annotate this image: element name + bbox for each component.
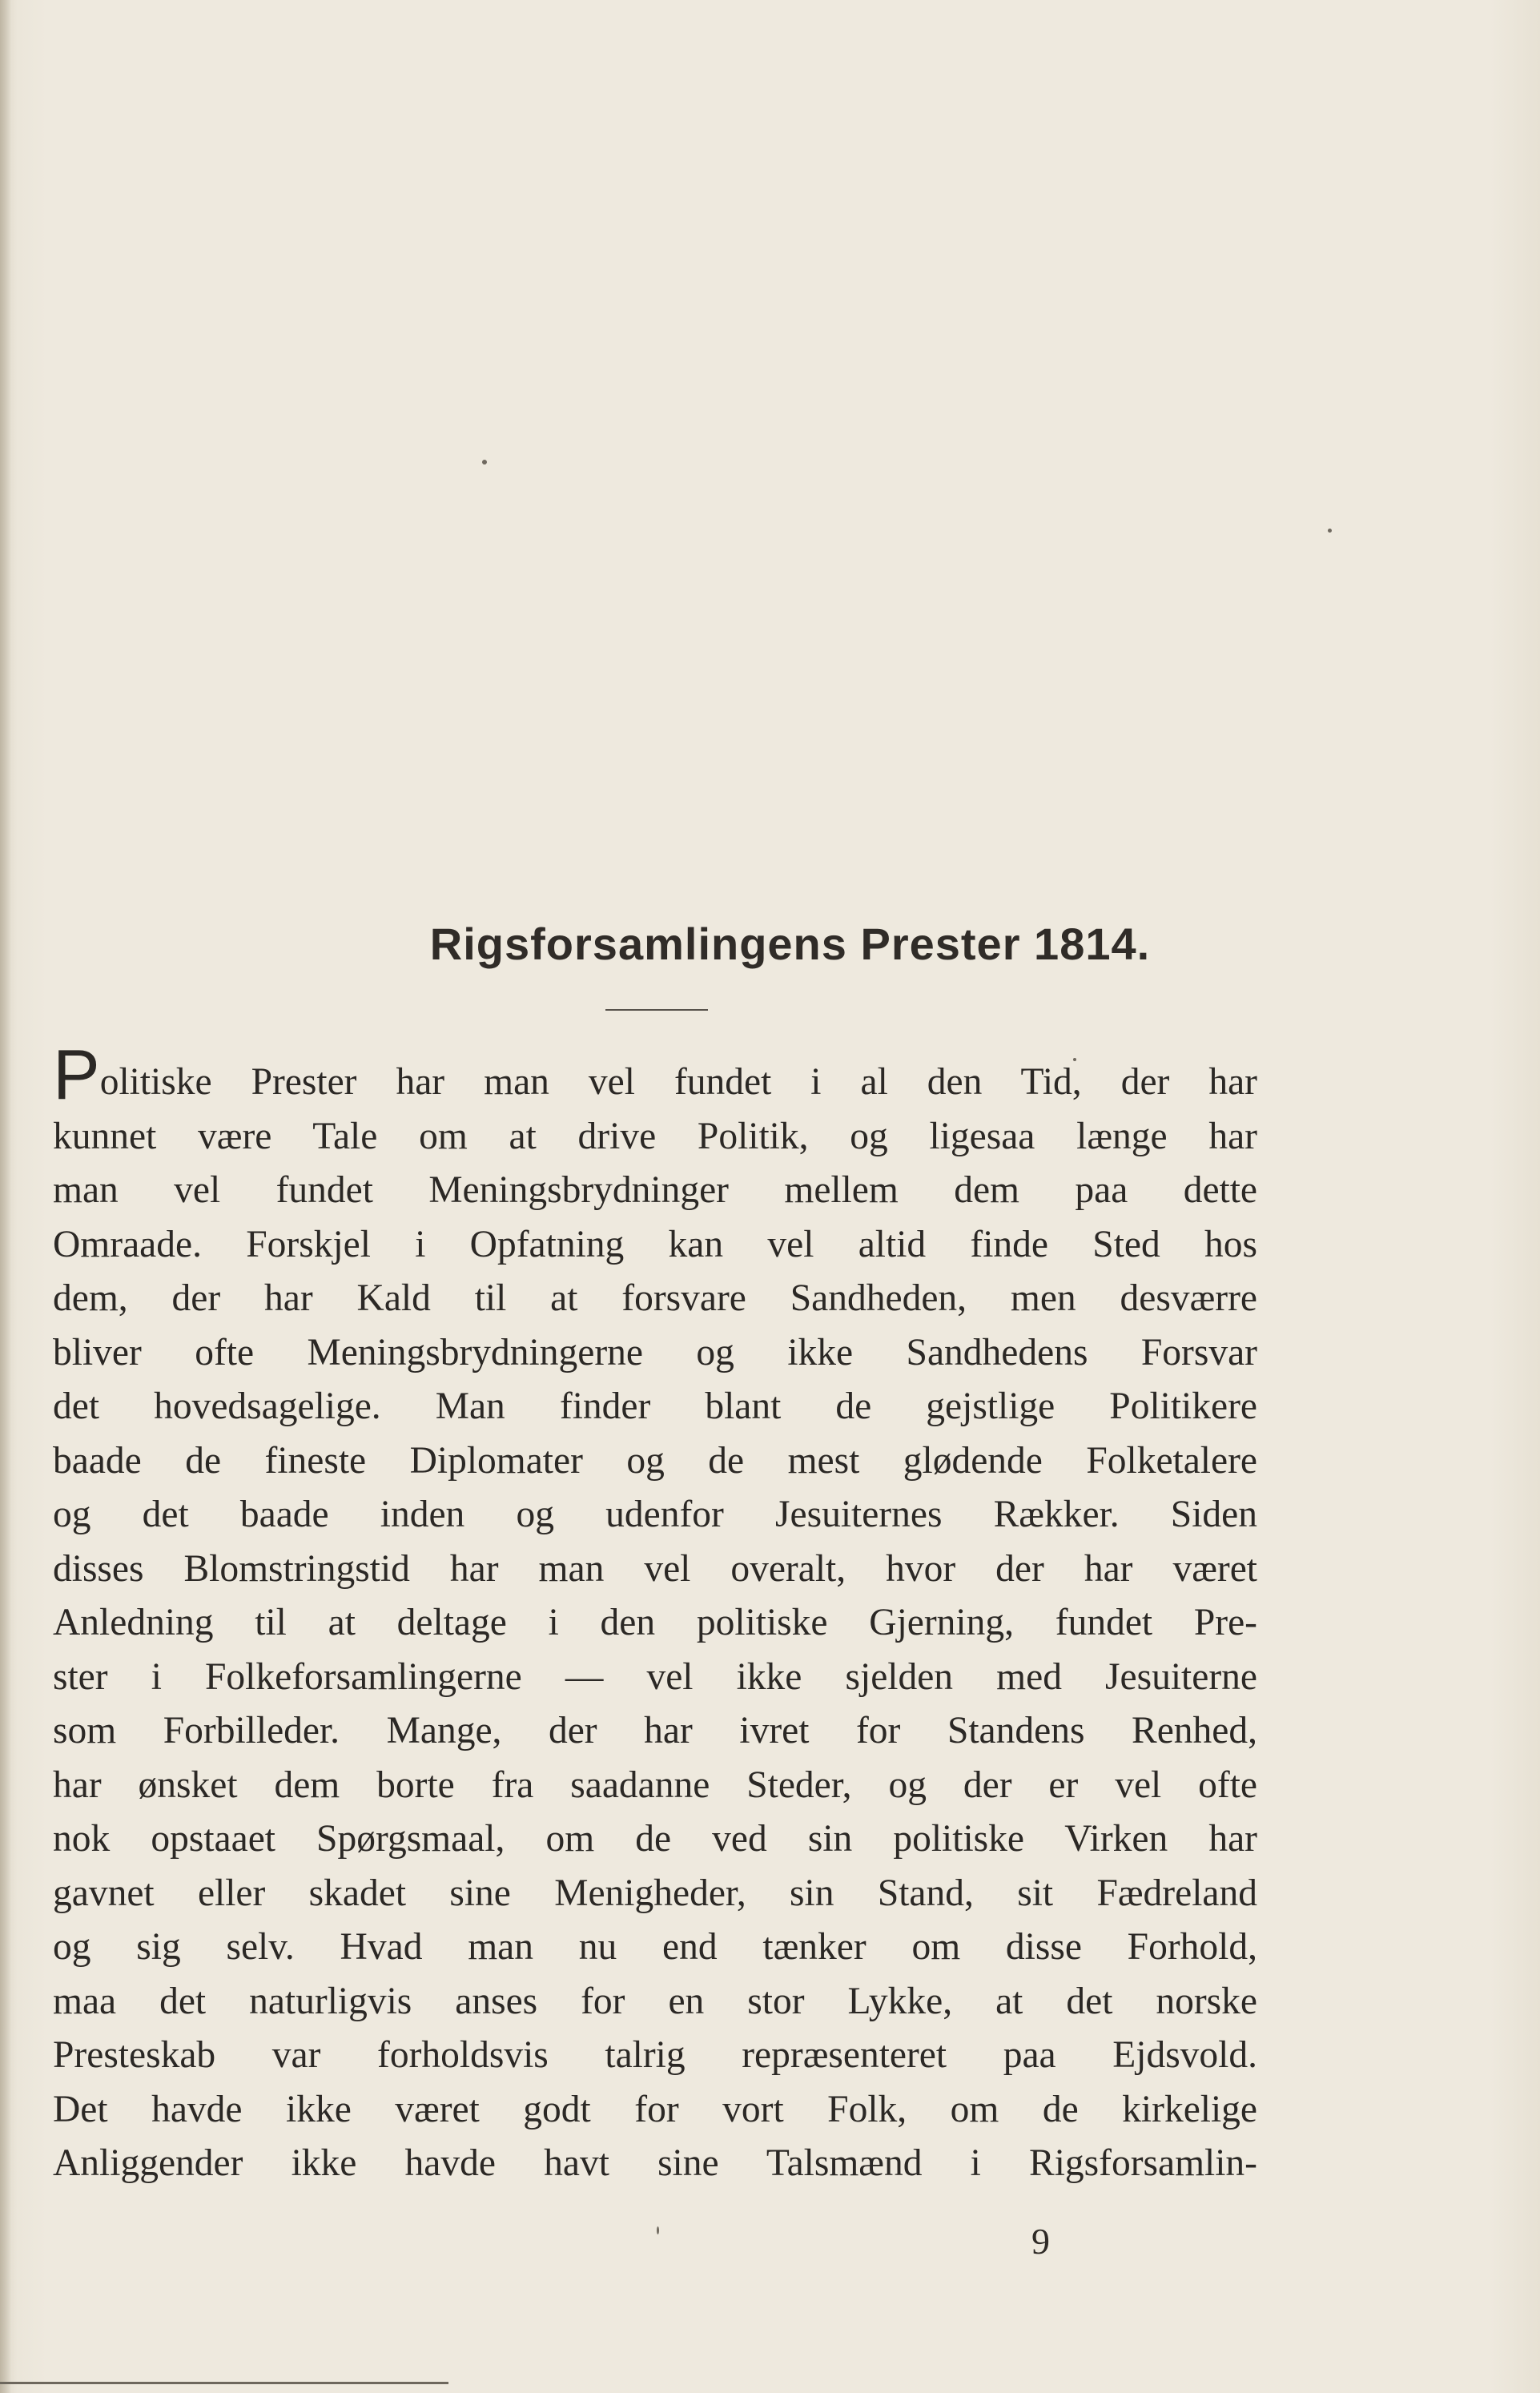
text-line: har ønsket dem borte fra saadanne Steder, og der er vel ofte <box>53 1764 1257 1806</box>
text-line: dem, der har Kald til at forsvare Sandheden, men desværre <box>53 1277 1257 1319</box>
text-line: nok opstaaet Spørgsmaal, om de ved sin politiske Virken har <box>53 1818 1257 1860</box>
text-line: Det havde ikke været godt for vort Folk, om de kirkelige <box>53 2088 1257 2130</box>
page-number: 9 <box>1031 2221 1050 2262</box>
text-line: gavnet eller skadet sine Menigheder, sin Stand, sit Fædreland <box>53 1872 1257 1914</box>
text-line: disses Blomstringstid har man vel overalt, hvor der har været <box>53 1547 1257 1590</box>
page-title: Rigsforsamlingens Prester 1814. <box>429 918 1151 969</box>
text-line: bliver ofte Meningsbrydningerne og ikke Sandhedens Forsvar <box>53 1331 1257 1373</box>
text-line: Anliggender ikke havde havt sine Talsmænd i Rigsforsamlin- <box>53 2142 1257 2184</box>
paper-speck <box>657 2226 659 2234</box>
text-line: baade de fineste Diplomater og de mest glødende Folketalere <box>53 1439 1257 1482</box>
text-line: som Forbilleder. Mange, der har ivret for Standens Renhed, <box>53 1710 1257 1752</box>
paper-speck <box>482 460 487 465</box>
text-line: ster i Folkeforsamlingerne — vel ikke sjelden med Jesuiterne <box>53 1655 1257 1698</box>
text-line: kunnet være Tale om at drive Politik, og ligesaa længe har <box>53 1115 1257 1157</box>
text-line: og det baade inden og udenfor Jesuiternes Rækker. Siden <box>53 1494 1257 1535</box>
binding-shadow <box>0 0 11 2393</box>
body-paragraph <box>53 1035 1257 2191</box>
text-line: og sig selv. Hvad man nu end tænker om disse Forhold, <box>53 1926 1257 1968</box>
text-line: Omraade. Forskjel i Opfatning kan vel altid finde Sted hos <box>53 1223 1257 1265</box>
text-line: man vel fundet Meningsbrydninger mellem dem paa dette <box>53 1169 1257 1211</box>
text-line: Politiske Prester har man vel fundet i al den Tid, der har <box>53 1035 1257 1114</box>
text-line: Anledning til at deltage i den politiske Gjerning, fundet Pre- <box>53 1602 1257 1643</box>
title-divider <box>605 1009 708 1011</box>
paper-speck <box>1328 529 1332 533</box>
drop-cap: P <box>53 1035 100 1114</box>
scan-edge-line <box>0 2382 448 2384</box>
text-line: maa det naturligvis anses for en stor Lykke, at det norske <box>53 1980 1257 2022</box>
text-line: det hovedsagelige. Man finder blant de gejstlige Politikere <box>53 1386 1257 1427</box>
text-line: Presteskab var forholdsvis talrig repræsenteret paa Ejdsvold. <box>53 2034 1257 2076</box>
